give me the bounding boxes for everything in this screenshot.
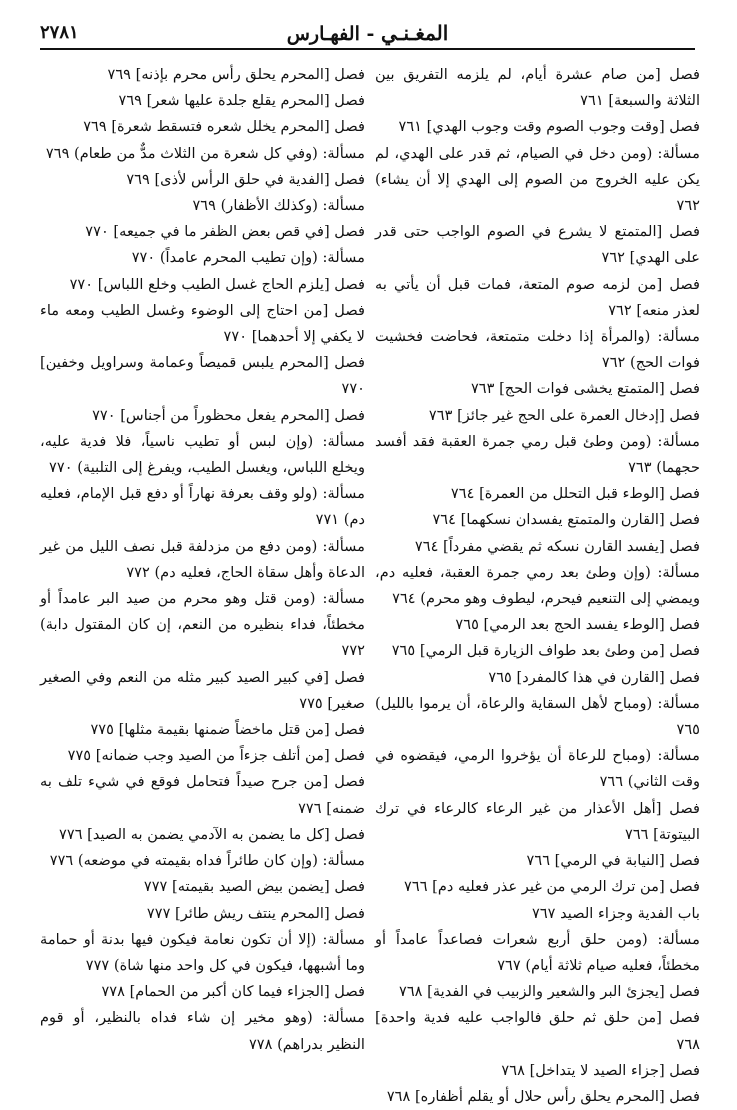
index-entry: فصل [كل ما يضمن به الآدمي يضمن به الصيد] ٧٧٦ (59, 825, 365, 843)
index-entry: مسألة: (ومباح لأهل السقاية والرعاة، أن يرموا بالليل) ٧٦٥ (375, 694, 700, 739)
index-entry: فصل [في قص بعض الظفر ما في جميعه] ٧٧٠ (85, 223, 365, 241)
index-entry: فصل [المتمتع لا يشرع في الصوم الواجب حتى قدر على الهدي] ٧٦٢ (375, 223, 700, 267)
index-entry: مسألة: (وإن لبس أو تطيب ناسياً، فلا فدية عليه، ويخلع اللباس، ويغسل الطيب، ويفرغ إلى التلبية) ٧٧٠ (40, 432, 365, 477)
index-entry: مسألة: (إلا أن تكون نعامة فيكون فيها بدنة أو حمامة وما أشبهها، فيكون في كل واحد منها شاة) ٧٧٧ (40, 930, 365, 974)
index-entry: فصل [من احتاج إلى الوضوء وغسل الطيب ومعه ماء لا يكفي إلا أحدهما] ٧٧٠ (40, 301, 365, 346)
index-entry: فصل [المحرم يحلق رأس محرم بإذنه] ٧٦٩ (107, 66, 365, 83)
index-entry: فصل [المحرم يلبس قميصاً وعمامة وسراويل وخفين] ٧٧٠ (40, 354, 365, 398)
index-entry: فصل [الوطء قبل التحلل من العمرة] ٧٦٤ (450, 485, 700, 503)
index-entry: فصل [وقت وجوب الصوم وقت وجوب الهدي] ٧٦١ (398, 118, 700, 136)
index-entry: فصل [يضمن بيض الصيد بقيمته] ٧٧٧ (143, 878, 365, 896)
index-entry: فصل [يلزم الحاج غسل الطيب وخلع اللباس] ٧٧٠ (69, 275, 365, 293)
index-entry: مسألة: (وهو مخير إن شاء فداه بالنظير، أو قوم النظير بدراهم) ٧٧٨ (40, 1009, 365, 1053)
index-entry: مسألة: (والمرأة إذا دخلت متمتعة، فحاضت فخشيت فوات الحج) ٧٦٢ (375, 328, 700, 372)
index-entry: فصل [من صام عشرة أيام، لم يلزمه التفريق بين الثلاثة والسبعة] ٧٦١ (375, 66, 700, 110)
index-entry: فصل [من جرح صيداً فتحامل فوقع في شيء تلف به ضمنه] ٧٧٦ (40, 773, 365, 817)
page-header (40, 20, 695, 50)
running-title (40, 20, 695, 47)
index-entry: فصل [من حلق ثم حلق فالواجب عليه فدية واحدة] ٧٦٨ (375, 1009, 700, 1053)
index-entry: فصل [المحرم يخلل شعره فتسقط شعرة] ٧٦٩ (83, 118, 365, 136)
index-entry: فصل [يجزئ البر والشعير والزبيب في الفدية] ٧٦٨ (398, 983, 700, 1001)
index-entry: فصل [المتمتع يخشى فوات الحج] ٧٦٣ (470, 380, 700, 398)
index-entry: فصل [القارن في هذا كالمفرد] ٧٦٥ (488, 668, 700, 686)
index-entry: مسألة: (وإن وطئ بعد رمي جمرة العقبة، فعليه دم، ويمضي إلى التنعيم فيحرم، ليطوف وهو محرم) ٧٦٤ (375, 563, 700, 608)
index-entry: فصل [يفسد القارن نسكه ثم يقضي مفرداً] ٧٦٤ (414, 537, 700, 555)
index-entry: فصل [من ترك الرمي من غير عذر فعليه دم] ٧٦٦ (404, 878, 700, 896)
index-entry: فصل [من قتل ماخضاً ضمنها بقيمة مثلها] ٧٧٥ (90, 721, 365, 739)
title-separator: - (359, 23, 381, 45)
index-entry: مسألة: (وإن كان طائراً فداه بقيمته في موضعه) ٧٧٦ (49, 852, 365, 870)
index-column-left (40, 62, 365, 1058)
index-entry: فصل [المحرم يقلع جلدة عليها شعر] ٧٦٩ (118, 92, 365, 110)
index-entry: فصل [من لزمه صوم المتعة، فمات قبل أن يأتي به لعذر منعه] ٧٦٢ (375, 275, 700, 319)
index-entry: مسألة: (ومن دخل في الصيام، ثم قدر على الهدي، لم يكن عليه الخروج من الصوم إلى الهدي إلا أن يشاء) ٧٦٢ (375, 144, 700, 215)
index-entry: فصل [من وطئ بعد طواف الزيارة قبل الرمي] ٧٦٥ (391, 642, 700, 660)
index-entry: فصل [النيابة في الرمي] ٧٦٦ (526, 852, 700, 870)
index-entry: فصل [في كبير الصيد كبير مثله من النعم وفي الصغير صغير] ٧٧٥ (40, 668, 365, 712)
index-entry: مسألة: (ومن دفع من مزدلفة قبل نصف الليل من غير الدعاة وأهل سقاة الحاج، فعليه دم) ٧٧٢ (40, 537, 365, 581)
index-entry: مسألة: (وفي كل شعرة من الثلاث مدٌّ من طعام) ٧٦٩ (45, 144, 365, 162)
index-entry: فصل [الفدية في حلق الرأس لأذى] ٧٦٩ (126, 170, 365, 188)
index-entry: مسألة: (ومن وطئ قبل رمي جمرة العقبة فقد أفسد حجهما) ٧٦٣ (375, 432, 700, 477)
index-entry: فصل [المحرم يفعل محظوراً من أجناس] ٧٧٠ (92, 406, 365, 424)
index-entry: مسألة: (وكذلك الأظفار) ٧٦٩ (192, 197, 365, 215)
index-entry: فصل [القارن والمتمتع يفسدان نسكهما] ٧٦٤ (432, 511, 700, 529)
index-entry: فصل [الوطء يفسد الحج بعد الرمي] ٧٦٥ (455, 616, 700, 634)
index-entry: مسألة: (ولو وقف بعرفة نهاراً أو دفع قبل الإمام، فعليه دم) ٧٧١ (40, 485, 365, 529)
index-entry: فصل [المحرم يحلق رأس حلال أو يقلم أظفاره] ٧٦٨ (386, 1087, 700, 1105)
page-number: ٢٧٨١ (40, 22, 79, 43)
index-column-right (375, 62, 700, 1110)
section-title: الفهـارس (286, 23, 360, 45)
index-entry: مسألة: (ومن حلق أربع شعرات فصاعداً عامداً أو مخطئاً، فعليه صيام ثلاثة أيام) ٧٦٧ (375, 930, 700, 974)
index-entry: مسألة: (وإن تطيب المحرم عامداً) ٧٧٠ (131, 249, 365, 267)
index-entry: فصل [جزاء الصيد لا يتداخل] ٧٦٨ (501, 1061, 700, 1079)
index-entry: باب الفدية وجزاء الصيد ٧٦٧ (531, 904, 700, 922)
index-entry: فصل [الجزاء فيما كان أكبر من الحمام] ٧٧٨ (101, 983, 365, 1001)
index-entry: مسألة: (ومن قتل وهو محرم من صيد البر عامداً أو مخطئاً، فداء بنظيره من النعم، إن كان المقتول دابة) ٧٧٢ (40, 590, 365, 660)
index-entry: فصل [من أتلف جزءاً من الصيد وجب ضمانه] ٧٧٥ (67, 747, 365, 765)
index-entry: مسألة: (ومباح للرعاة أن يؤخروا الرمي، فيقضوه في وقت الثاني) ٧٦٦ (375, 747, 700, 791)
book-title: المغـنـي (381, 21, 449, 45)
index-entry: فصل [المحرم ينتف ريش طائر] ٧٧٧ (146, 904, 365, 922)
index-entry: فصل [إدخال العمرة على الحج غير جائز] ٧٦٣ (428, 406, 700, 424)
index-entry: فصل [أهل الأعذار من غير الرعاء كالرعاء في ترك البيتوتة] ٧٦٦ (375, 799, 700, 843)
